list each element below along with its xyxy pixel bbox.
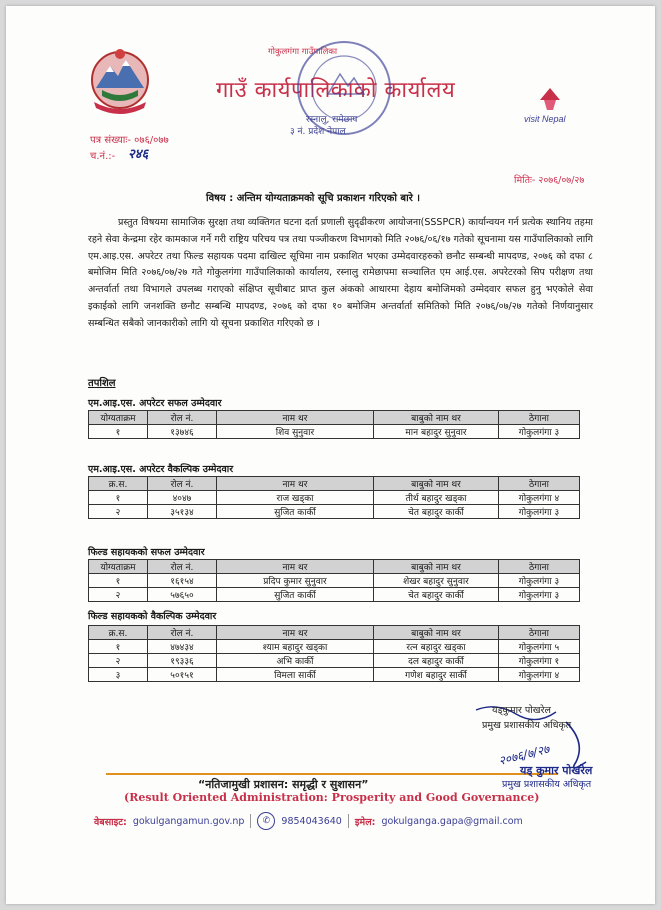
table-row xyxy=(89,505,580,519)
table-header-row xyxy=(89,477,580,491)
table-row xyxy=(89,654,580,668)
stamp-name: यड् कुमार पोखरेल xyxy=(520,764,593,777)
cell: ५७६५० xyxy=(148,588,217,602)
table-row xyxy=(89,640,580,654)
cell: मान बहादुर सुनुवार xyxy=(374,425,499,439)
website-link[interactable]: gokulgangamun.gov.np xyxy=(132,815,245,827)
cell: गोकुलगंगा १ xyxy=(499,654,580,668)
col-roll: रोल नं. xyxy=(148,560,217,574)
cell: तीर्थ बहादुर खड्का xyxy=(374,491,499,505)
reference-number: पत्र संख्याः- ०७६/०७७ xyxy=(90,135,169,146)
address-line-1: रस्नालु, रामेछाप xyxy=(306,115,358,125)
office-subtitle: गोकुलगंगा गाउँपालिका xyxy=(268,47,338,57)
col-serial: क्र.स. xyxy=(89,626,148,640)
cell: प्रदिप कुमार सुनुवार xyxy=(217,574,374,588)
cell: २ xyxy=(89,654,148,668)
col-father: बाबुको नाम थर xyxy=(374,411,499,425)
cell: शिव सुनुवार xyxy=(217,425,374,439)
table-row xyxy=(89,668,580,682)
col-address: ठेगाना xyxy=(499,411,580,425)
details-heading: तपशिल xyxy=(88,378,116,389)
col-address: ठेगाना xyxy=(499,560,580,574)
cell: २ xyxy=(89,588,148,602)
cell: राज खड्का xyxy=(217,491,374,505)
table-mis-alternate xyxy=(88,476,580,519)
cell: १ xyxy=(89,425,148,439)
cell: ५०१५१ xyxy=(148,668,217,682)
cell: शेखर बहादुर सुनुवार xyxy=(374,574,499,588)
col-address: ठेगाना xyxy=(499,626,580,640)
dispatch-number-label: च.नं.:- xyxy=(90,151,116,162)
cell: १ xyxy=(89,491,148,505)
cell: श्याम बहादुर खड्का xyxy=(217,640,374,654)
cell: गोकुलगंगा ३ xyxy=(499,588,580,602)
col-name: नाम थर xyxy=(217,477,374,491)
cell: १९३३६ xyxy=(148,654,217,668)
cell: १३७४६ xyxy=(148,425,217,439)
footer-contact xyxy=(94,812,523,830)
signatory-title: प्रमुख प्रशासकीय अधिकृत xyxy=(482,720,572,731)
phone-icon: ✆ xyxy=(257,812,275,830)
address-line-2: ३ नं. प्रदेश नेपाल xyxy=(290,127,346,137)
signature-date-handwritten: २०७६/७/२७ xyxy=(497,741,551,769)
email-label: इमेल: xyxy=(354,816,376,828)
table-row xyxy=(89,425,580,439)
cell: गोकुलगंगा ३ xyxy=(499,505,580,519)
cell: ४७४३४ xyxy=(148,640,217,654)
slogan-nepali: “नतिजामुखी प्रशासन: समृद्धी र सुशासन” xyxy=(198,778,369,791)
cell: १६१५४ xyxy=(148,574,217,588)
col-father: बाबुको नाम थर xyxy=(374,477,499,491)
col-name: नाम थर xyxy=(217,560,374,574)
visit-nepal-text: visit Nepal xyxy=(524,114,566,124)
col-name: नाम थर xyxy=(217,626,374,640)
cell: रत्न बहादुर खड्का xyxy=(374,640,499,654)
phone-number[interactable]: 9854043640 xyxy=(281,815,342,827)
table-row xyxy=(89,574,580,588)
cell: गोकुलगंगा ४ xyxy=(499,668,580,682)
section-title-mis-alternate: एम.आइ.एस. अपरेटर वैकल्पिक उम्मेदवार xyxy=(88,464,234,475)
table-row xyxy=(89,491,580,505)
office-title: गाउँ कार्यपालिकाको कार्यालय xyxy=(216,78,456,103)
col-roll: रोल नं. xyxy=(148,477,217,491)
cell: सुजित कार्की xyxy=(217,505,374,519)
table-field-alternate xyxy=(88,625,580,682)
cell: चेत बहादुर कार्की xyxy=(374,588,499,602)
slogan-english: (Result Oriented Administration: Prosperity and Good Governance) xyxy=(124,791,540,804)
col-father: बाबुको नाम थर xyxy=(374,626,499,640)
col-roll: रोल नं. xyxy=(148,411,217,425)
table-header-row xyxy=(89,626,580,640)
table-header-row xyxy=(89,560,580,574)
cell: गोकुलगंगा ५ xyxy=(499,640,580,654)
cell: गोकुलगंगा ३ xyxy=(499,425,580,439)
cell: २ xyxy=(89,505,148,519)
email-link[interactable]: gokulganga.gapa@gmail.com xyxy=(381,815,523,827)
section-title-field-success: फिल्ड सहायकको सफल उम्मेदवार xyxy=(88,547,205,558)
stamp-title: प्रमुख प्रशासकीय अधिकृत xyxy=(502,779,592,790)
dispatch-number-handwritten: २४६ xyxy=(128,147,149,162)
table-row xyxy=(89,588,580,602)
letter-page xyxy=(6,6,655,904)
cell: गोकुलगंगा ३ xyxy=(499,574,580,588)
cell: अभि कार्की xyxy=(217,654,374,668)
table-mis-success xyxy=(88,410,580,439)
cell: ४०४७ xyxy=(148,491,217,505)
col-address: ठेगाना xyxy=(499,477,580,491)
footer-separator xyxy=(348,814,349,828)
cell: दल बहादुर कार्की xyxy=(374,654,499,668)
table-field-success xyxy=(88,559,580,602)
cell: गणेश बहादुर सार्की xyxy=(374,668,499,682)
col-rank: योग्यताक्रम xyxy=(89,411,148,425)
footer-divider xyxy=(106,773,558,775)
col-name: नाम थर xyxy=(217,411,374,425)
signatory-name: यड्कुमार पोखरेल xyxy=(492,705,551,716)
nepal-emblem-icon xyxy=(88,44,152,122)
col-serial: क्र.स. xyxy=(89,477,148,491)
letter-body: प्रस्तुत विषयमा सामाजिक सुरक्षा तथा व्यक्तिगत घटना दर्ता प्रणाली सुदृढीकरण आयोजना(SSSPCR) कार्यान्वयन गर्न प्रत्येक स्थानिय तहमा रहने सेवा केन्द्रमा रहेर कामकाज गर्ने गरी राष्ट्रिय परिचय पत्र तथा पञ्जीकरण विभागको मिति २०७६/०६/१७ गतेको सूचनामा यस गाउँपालिकाको लागि एम.आइ.एस. अपरेटर तथा फिल्ड सहायक पदमा दाखिल्ट सूचिमा नाम प्रकाशित भएका उम्मेदवारहरुको छनौट सम्बन्धी मापदण्ड, २०७६ को दफा ८ बमोजिम मिति २०७६/०७/२७ गते गोकुलगंगा गाउँपालिकाको कार्यालय, रस्नालु रामेछापमा सञ्चालित एम आई.एस. अपरेटरको सिप परीक्षण तथा अन्तर्वार्ता तथा विभागले उपलब्ध गराएको संक्षिप्त सूचीबाट प्राप्त कुल अंकको आधारमा देहाय बमोजिमको उम्मेदवार सफल हुनु भएकोले सेवा इकाईको लागि जनशक्ति छनौट सम्बन्धि मापदण्ड, २०७६ को दफा १० बमोजिम अन्तर्वार्ता समितिको मिति २०७६/०७/२७ गतेको निर्णयानुसार सम्बन्धित सबैको जानकारीको लागि यो सूचना प्रकाशित गरिएको छ । xyxy=(88,217,593,329)
website-label: वेबसाइट: xyxy=(94,816,127,828)
visit-nepal-icon xyxy=(520,86,580,130)
cell: १ xyxy=(89,574,148,588)
letter-subject: विषय : अन्तिम योग्यताक्रमको सूचि प्रकाशन गरिएको बारे । xyxy=(206,193,421,204)
col-roll: रोल नं. xyxy=(148,626,217,640)
visit-nepal-logo xyxy=(520,86,580,130)
table-header-row xyxy=(89,411,580,425)
cell: ३५१३४ xyxy=(148,505,217,519)
section-title-mis-success: एम.आइ.एस. अपरेटर सफल उम्मेदवार xyxy=(88,398,222,409)
cell: चेत बहादुर कार्की xyxy=(374,505,499,519)
cell: ३ xyxy=(89,668,148,682)
section-title-field-alternate: फिल्ड सहायकको वैकल्पिक उम्मेदवार xyxy=(88,611,217,622)
cell: सुजित कार्की xyxy=(217,588,374,602)
cell: १ xyxy=(89,640,148,654)
cell: विमला सार्की xyxy=(217,668,374,682)
cell: गोकुलगंगा ४ xyxy=(499,491,580,505)
col-father: बाबुको नाम थर xyxy=(374,560,499,574)
footer-separator xyxy=(250,814,251,828)
letter-date: मितिः- २०७६/०७/२७ xyxy=(514,175,585,186)
col-rank: योग्यताक्रम xyxy=(89,560,148,574)
